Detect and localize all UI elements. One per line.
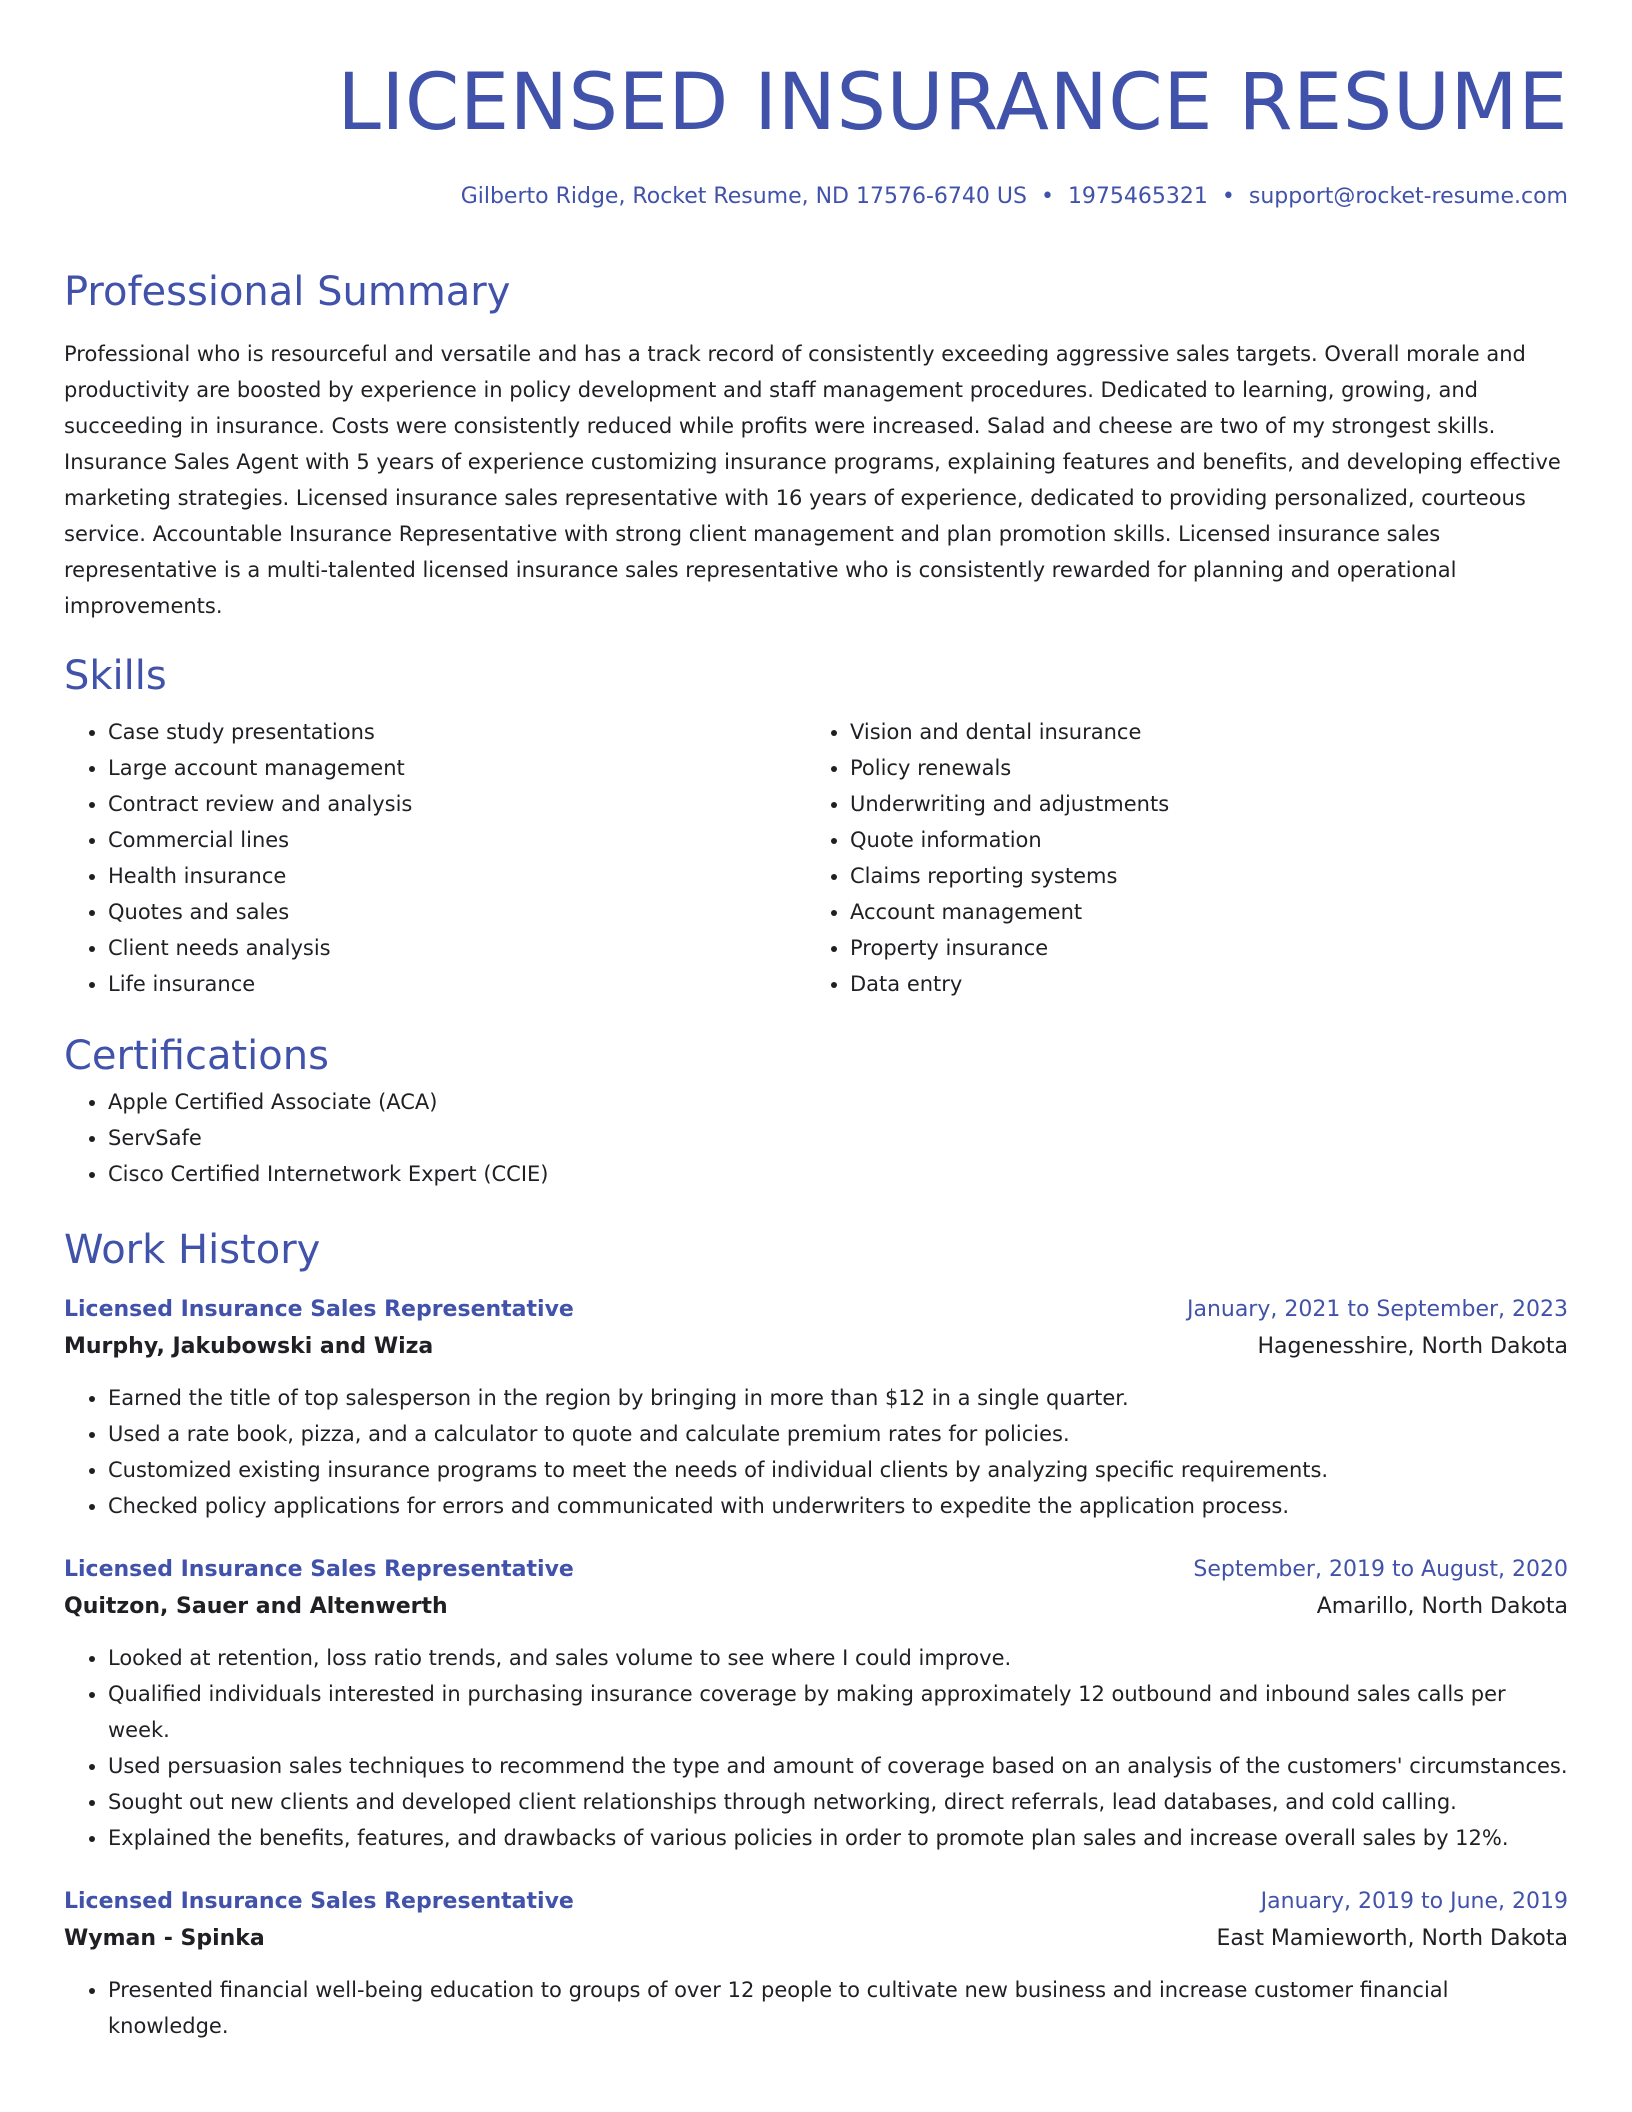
job-company: Murphy, Jakubowski and Wiza xyxy=(64,1334,434,1359)
contact-separator: • xyxy=(1221,184,1235,209)
job-title: Licensed Insurance Sales Representative xyxy=(64,1297,574,1322)
certifications-heading: Certifications xyxy=(64,1033,329,1079)
job-bullet: • Checked policy applications for errors and communicated with underwriters to expedite the application process. xyxy=(108,1488,1568,1524)
skill-item: • Client needs analysis xyxy=(108,930,806,966)
job-entry xyxy=(64,1884,1568,2044)
job-bullet: • Presented financial well-being education to groups of over 12 people to cultivate new business and increase customer financial knowledge. xyxy=(108,1972,1568,2044)
job-bullet: • Customized existing insurance programs to meet the needs of individual clients by analyzing specific requirements. xyxy=(108,1452,1568,1488)
skill-item: • Vision and dental insurance xyxy=(850,714,1548,750)
job-dates: January, 2021 to September, 2023 xyxy=(1186,1297,1568,1322)
job-dates: September, 2019 to August, 2020 xyxy=(1193,1557,1568,1582)
job-company: Quitzon, Sauer and Altenwerth xyxy=(64,1594,448,1619)
certification-item: • ServSafe xyxy=(108,1120,1568,1156)
skill-item: • Large account management xyxy=(108,750,806,786)
skill-item: • Quote information xyxy=(850,822,1548,858)
job-location: Amarillo, North Dakota xyxy=(1316,1594,1568,1619)
certifications-list xyxy=(64,1084,1568,1192)
skills-list xyxy=(64,714,1568,1002)
certification-item: • Cisco Certified Internetwork Expert (CCIE) xyxy=(108,1156,1568,1192)
skill-item: • Property insurance xyxy=(850,930,1548,966)
contact-separator: • xyxy=(1040,184,1054,209)
contact-email: support@rocket-resume.com xyxy=(1248,184,1568,209)
contact-line xyxy=(64,180,1568,214)
job-location: Hagenesshire, North Dakota xyxy=(1257,1334,1568,1359)
job-bullets xyxy=(64,1380,1568,1524)
skill-item: • Policy renewals xyxy=(850,750,1548,786)
job-bullets xyxy=(64,1972,1568,2044)
job-title: Licensed Insurance Sales Representative xyxy=(64,1557,574,1582)
job-bullet: • Qualified individuals interested in purchasing insurance coverage by making approximately 12 outbound and inbound sales calls per week. xyxy=(108,1676,1568,1748)
contact-address: Gilberto Ridge, Rocket Resume, ND 17576-6740 US xyxy=(460,184,1027,209)
skill-item: • Case study presentations xyxy=(108,714,806,750)
skill-item: • Commercial lines xyxy=(108,822,806,858)
skill-item: • Underwriting and adjustments xyxy=(850,786,1548,822)
job-bullet: • Sought out new clients and developed client relationships through networking, direct referrals, lead databases, and cold calling. xyxy=(108,1784,1568,1820)
skills-column-right xyxy=(806,714,1548,1002)
job-bullet: • Earned the title of top salesperson in the region by bringing in more than $12 in a single quarter. xyxy=(108,1380,1568,1416)
job-title: Licensed Insurance Sales Representative xyxy=(64,1889,574,1914)
skill-item: • Contract review and analysis xyxy=(108,786,806,822)
job-bullets xyxy=(64,1640,1568,1856)
job-bullet: • Used persuasion sales techniques to recommend the type and amount of coverage based on an analysis of the customers' circumstances. xyxy=(108,1748,1568,1784)
job-dates: January, 2019 to June, 2019 xyxy=(1260,1889,1568,1914)
skill-item: • Life insurance xyxy=(108,966,806,1002)
job-bullet: • Used a rate book, pizza, and a calculator to quote and calculate premium rates for policies. xyxy=(108,1416,1568,1452)
summary-heading: Professional Summary xyxy=(64,269,511,315)
job-entry xyxy=(64,1552,1568,1856)
work-history-heading: Work History xyxy=(64,1227,321,1273)
contact-phone: 1975465321 xyxy=(1067,184,1208,209)
skill-item: • Data entry xyxy=(850,966,1548,1002)
job-company: Wyman - Spinka xyxy=(64,1926,265,1951)
skill-item: • Account management xyxy=(850,894,1548,930)
job-bullet: • Explained the benefits, features, and drawbacks of various policies in order to promote plan sales and increase overall sales by 12%. xyxy=(108,1820,1568,1856)
summary-text: Professional who is resourceful and versatile and has a track record of consistently exceeding aggressive sales targets. Overall morale and productivity are boosted by experience in policy development and staff management procedures. Dedicated to learning, growing, and succeeding in insurance. Costs were consistently reduced while profits were increased. Salad and cheese are two of my strongest skills. Insurance Sales Agent with 5 years of experience customizing insurance programs, explaining features and benefits, and developing effective marketing strategies. Licensed insurance sales representative with 16 years of experience, dedicated to providing personalized, courteous service. Accountable Insurance Representative with strong client management and plan promotion skills. Licensed insurance sales representative is a multi-talented licensed insurance sales representative who is consistently rewarded for planning and operational improvements. xyxy=(64,342,1561,618)
job-location: East Mamieworth, North Dakota xyxy=(1216,1926,1568,1951)
skill-item: • Claims reporting systems xyxy=(850,858,1548,894)
skill-item: • Quotes and sales xyxy=(108,894,806,930)
skill-item: • Health insurance xyxy=(108,858,806,894)
job-entry xyxy=(64,1292,1568,1524)
certification-item: • Apple Certified Associate (ACA) xyxy=(108,1084,1568,1120)
skills-column-left xyxy=(64,714,806,1002)
job-bullet: • Looked at retention, loss ratio trends, and sales volume to see where I could improve. xyxy=(108,1640,1568,1676)
skills-heading: Skills xyxy=(64,653,167,699)
resume-title: LICENSED INSURANCE RESUME xyxy=(337,58,1568,148)
